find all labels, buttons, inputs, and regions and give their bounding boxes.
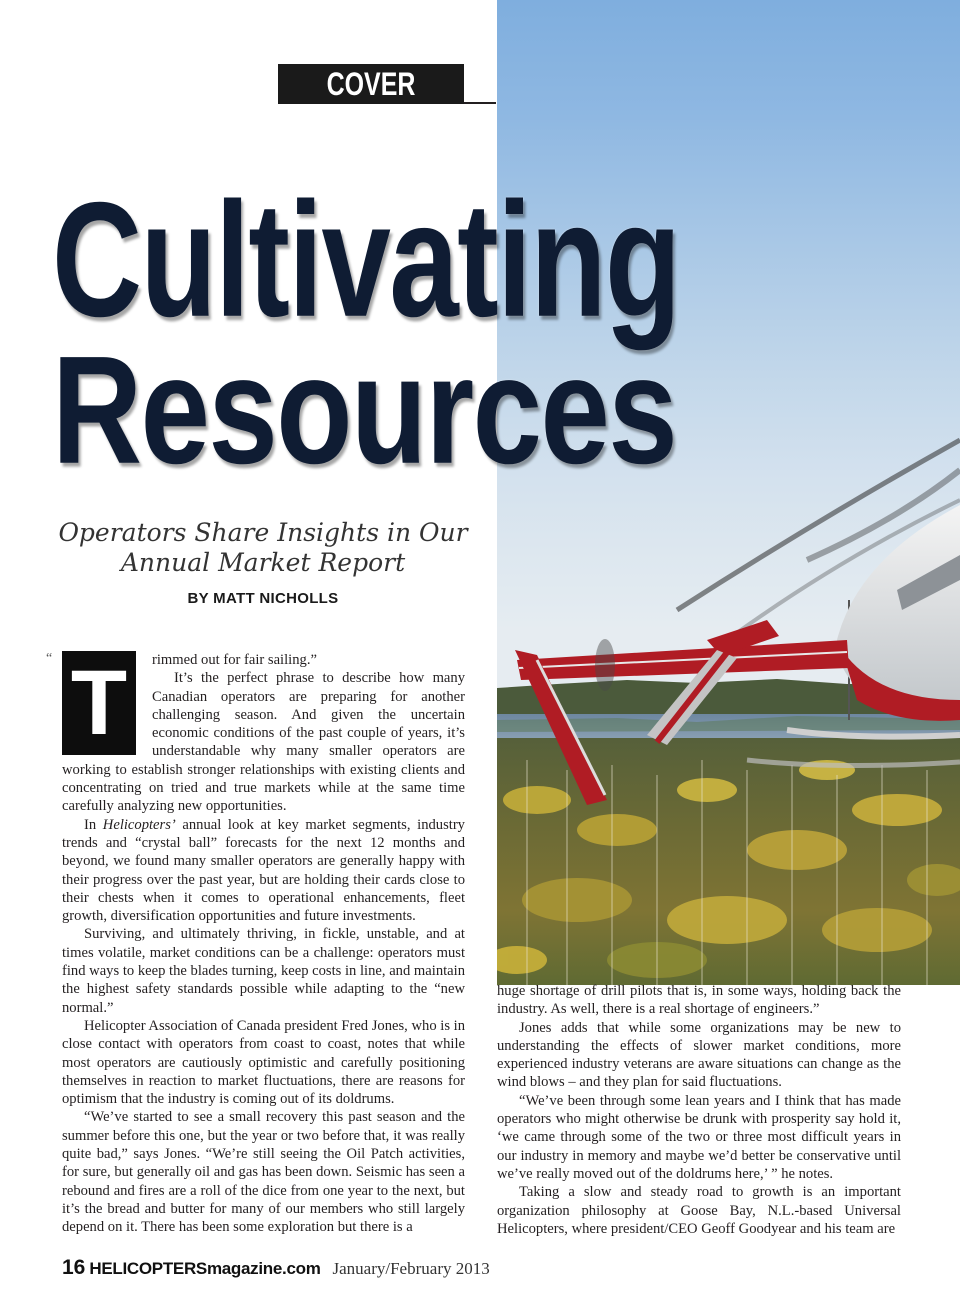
magazine-title-italic: Helicopters’ [102,816,176,833]
paragraph: huge shortage of drill pilots that is, in some ways, holding back the industry. As well, there is a real shortage of engineers.” [497,983,901,1018]
deck [58,518,468,578]
paragraph: It’s the perfect phrase to describe how many Canadian operators are preparing for another challenging season. And given the uncertain economic conditions of the past couple of years, it’s understandable why many smaller operators are working to establish stronger relationships with existing clients and concentrating on tried and true markets while at the same time carefully analyzing new opportunities. [62,670,465,815]
left-column [62,651,465,1237]
page-footer [62,1256,490,1286]
paragraph: Jones adds that while some organizations may be new to understanding the effects of slower market conditions, more experienced industry veterans are aware situations can change as the wind blows – and they plan for said fluctuations. [497,1019,901,1091]
paragraph: Surviving, and ultimately thriving, in fickle, unstable, and at times volatile, market conditions can be a challenge: operators must find ways to keep the blades turning, keep costs in line, and maintain the highest safety standards possible while adapting to the “new normal.” [62,926,465,1016]
headline-line-2: Resources [52,323,677,496]
paragraph [62,816,465,926]
byline: BY MATT NICHOLLS [187,590,339,607]
page-number: 16 [62,1256,86,1279]
text-span: In [84,816,103,833]
paragraph: “We’ve started to see a small recovery this past season and the summer before this one, but the year or two before that, it was really quite bad,” says Jones. “We’re still seeing the Oil Patch activities, for sure, but generally oil and gas has been down. Seismic has seen a rebound and fires are a roll of the dice from one year to the next, but it’s the bread and butter for many of our members who still largely depend on it. There has been some exploration but there is a [62,1109,465,1236]
paragraph: Helicopter Association of Canada president Fred Jones, who is in close contact with operators from coast to coast, notes that while most operators are cautiously optimistic and carefully positioning themselves in reaction to market fluctuations, there are reasons for optimism that the industry is coming out of its doldrums. [62,1017,465,1108]
dropcap-container [62,651,142,757]
paragraph: rimmed out for fair sailing.” [152,652,317,668]
text-span: annual look at key market segments, industry trends and “crystal ball” forecasts for the next 12 months and beyond, we found many smaller operators are generally happy with their progress over the past year, but are holding their cards close to their chests when it comes to operational enhancements, fleet growth, diversification opportunities and future investments. [62,816,465,925]
paragraph: “We’ve been through some lean years and I think that has made operators who might otherwise be drunk with prosperity say hold it, ‘we came through some of the two or three most difficult years in our industry in memory and maybe we’d better be conservative until we’ve really moved out of the doldrums here,’ ” he notes. [497,1092,901,1182]
section-tag-label: COVER STORY [326,66,416,142]
deck-line-1: Operators Share Insights in Our [58,518,468,547]
deck-line-2: Annual Market Report [120,548,406,577]
section-tag [278,64,464,142]
issue-date: January/February 2013 [332,1259,490,1278]
open-quote-mark: “ [46,651,53,666]
right-column [497,982,901,1238]
paragraph: Taking a slow and steady road to growth is an important organization philosophy at Goose Bay, N.L.-based Universal Helicopters, where president/CEO Geoff Goodyear and his team are [497,1184,901,1237]
magazine-url: HELICOPTERSmagazine.com [89,1259,321,1278]
dropcap: T [62,651,136,755]
headline-line-1: Cultivating [52,167,680,351]
